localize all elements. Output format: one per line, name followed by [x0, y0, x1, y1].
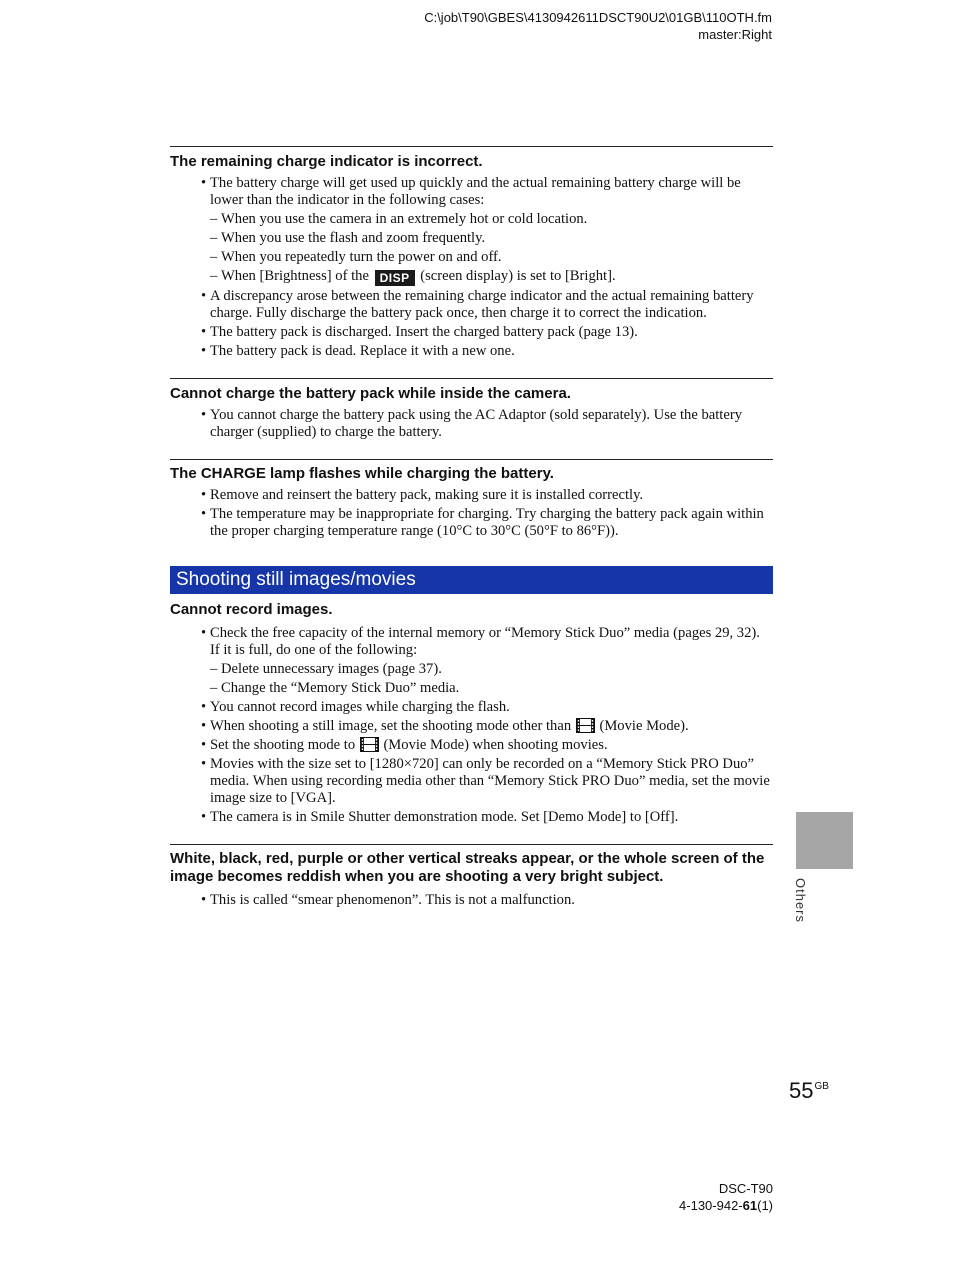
list-item: • You cannot charge the battery pack using the AC Adaptor (sold separately). Use the battery charger (supplied) to charge the battery.: [170, 407, 773, 441]
divider: [170, 844, 773, 845]
list-subitem: – When you use the camera in an extremely hot or cold location.: [170, 211, 773, 228]
section-heading-charge-indicator: The remaining charge indicator is incorrect.: [170, 153, 483, 170]
code-suffix: (1): [757, 1198, 773, 1213]
list-item: [170, 718, 773, 735]
section-heading-cannot-charge: Cannot charge the battery pack while inside the camera.: [170, 385, 571, 402]
code-prefix: 4-130-942-: [679, 1198, 743, 1213]
section-banner: Shooting still images/movies: [170, 566, 773, 594]
list-item: • The camera is in Smile Shutter demonstration mode. Set [Demo Mode] to [Off].: [170, 809, 773, 826]
subitem-text: (screen display) is set to [Bright].: [420, 268, 616, 284]
list-item: • A discrepancy arose between the remaining charge indicator and the actual remaining battery charge. Fully discharge the battery pack once, then charge it to correct the indication.: [170, 288, 773, 322]
list-subitem: – Change the “Memory Stick Duo” media.: [170, 680, 773, 697]
streaks-list: [170, 892, 773, 909]
list-subitem: – When you use the flash and zoom frequently.: [170, 230, 773, 247]
item-text: (Movie Mode) when shooting movies.: [383, 737, 608, 753]
divider: [170, 378, 773, 379]
cannot-record-list: [170, 625, 773, 826]
main-content: [170, 146, 773, 911]
page-number-value: 55: [789, 1078, 814, 1103]
list-subitem: [170, 268, 773, 286]
list-subitem: – Delete unnecessary images (page 37).: [170, 661, 773, 678]
divider: [170, 146, 773, 147]
list-item: • Check the free capacity of the internal memory or “Memory Stick Duo” media (pages 29, 32). If it is full, do one of the following:: [170, 625, 773, 659]
section-heading-streaks: White, black, red, purple or other vertical streaks appear, or the whole screen of the image becomes reddish when you are shooting a very bright subject.: [170, 850, 765, 885]
list-item: • The battery pack is dead. Replace it with a new one.: [170, 343, 773, 360]
list-item: • Movies with the size set to [1280×720] can only be recorded on a “Memory Stick PRO Duo” media. When using recording media other than “Memory Stick PRO Duo” media, set the movie image size to [VGA].: [170, 756, 773, 807]
section-heading-charge-lamp: The CHARGE lamp flashes while charging the battery.: [170, 465, 554, 482]
disp-icon: DISP: [375, 270, 415, 286]
footer: [679, 1180, 773, 1214]
list-item: • The temperature may be inappropriate for charging. Try charging the battery pack again within the proper charging temperature range (10°C to 30°C (50°F to 86°F)).: [170, 506, 773, 540]
charge-indicator-list: [170, 175, 773, 360]
item-text: (Movie Mode).: [599, 718, 689, 734]
list-item: • The battery pack is discharged. Insert the charged battery pack (page 13).: [170, 324, 773, 341]
master-label: master:Right: [698, 27, 772, 42]
side-tab-label: Others: [793, 878, 808, 924]
list-subitem: – When you repeatedly turn the power on and off.: [170, 249, 773, 266]
list-item: [170, 737, 773, 754]
list-item: • You cannot record images while charging the flash.: [170, 699, 773, 716]
item-text: When shooting a still image, set the shooting mode other than: [210, 718, 572, 734]
page-number-suffix: GB: [814, 1081, 829, 1092]
file-path-header: [424, 9, 772, 43]
divider: [170, 459, 773, 460]
footer-model: DSC-T90: [718, 1181, 773, 1196]
page-number: [789, 1078, 829, 1104]
movie-mode-icon: [576, 718, 595, 733]
section-heading-cannot-record: Cannot record images.: [170, 601, 333, 618]
movie-mode-icon: [360, 737, 379, 752]
code-bold: 61: [742, 1198, 758, 1213]
list-item: • The battery charge will get used up quickly and the actual remaining battery charge will be lower than the indicator in the following cases:: [170, 175, 773, 209]
item-text: Set the shooting mode to: [210, 737, 356, 753]
list-item: • This is called “smear phenomenon”. This is not a malfunction.: [170, 892, 773, 909]
charge-lamp-list: [170, 487, 773, 540]
footer-code: [679, 1197, 773, 1214]
cannot-charge-list: [170, 407, 773, 441]
list-item: • Remove and reinsert the battery pack, making sure it is installed correctly.: [170, 487, 773, 504]
subitem-text: When [Brightness] of the: [221, 268, 369, 284]
file-path: C:\job\T90\GBES\4130942611DSCT90U2\01GB\110OTH.fm: [424, 10, 772, 25]
section-side-tab: [796, 812, 853, 869]
